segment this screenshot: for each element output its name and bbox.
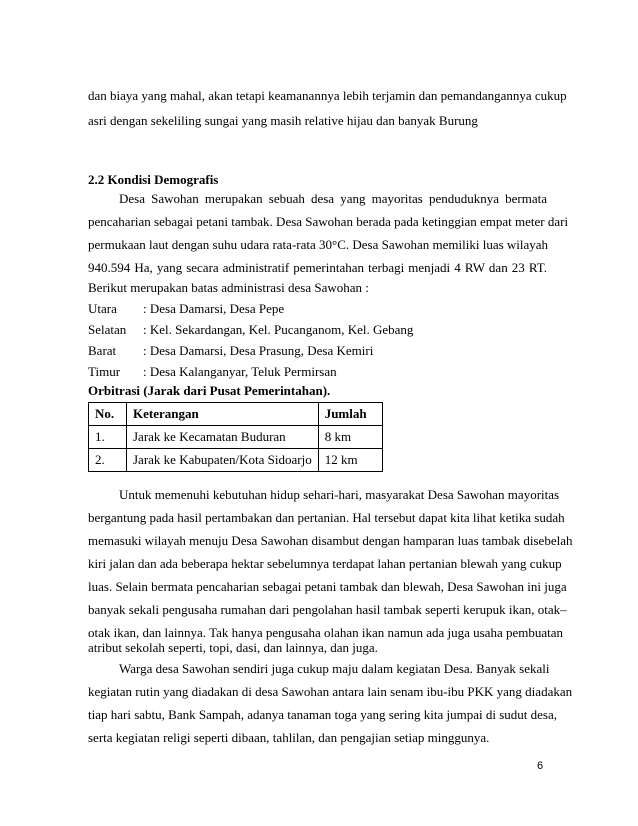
border-direction: Selatan: [88, 322, 127, 337]
section-heading: 2.2 Kondisi Demografis: [88, 172, 219, 187]
border-row: [88, 343, 547, 359]
table-row: [89, 449, 383, 472]
border-value: : Desa Kalanganyar, Teluk Permirsan: [143, 364, 337, 379]
body-text-line: luas. Selain bermata pencaharian sebagai petani tambak dan blewah, Desa Sawohan ini juga: [88, 579, 567, 594]
border-direction: Timur: [88, 364, 121, 379]
body-text-line: kegiatan rutin yang diadakan di desa Sawohan antara lain senam ibu-ibu PKK yang diadakan: [88, 684, 573, 699]
body-text-line: banyak sekali pengusaha rumahan dari pengolahan hasil tambak seperti kerupuk ikan, otak–: [88, 602, 567, 617]
table-cell: 1.: [89, 426, 127, 449]
body-text-line: asri dengan sekeliling sungai yang masih relative hijau dan banyak Burung: [88, 113, 478, 128]
border-direction: Barat: [88, 343, 117, 358]
border-value: : Desa Damarsi, Desa Pepe: [143, 301, 285, 316]
body-text-line: pencaharian sebagai petani tambak. Desa Sawohan berada pada ketinggian empat meter dari: [88, 214, 569, 229]
body-text-line: Warga desa Sawohan sendiri juga cukup maju dalam kegiatan Desa. Banyak sekali: [119, 661, 550, 676]
distance-table: [88, 402, 383, 472]
table-header-cell: Jumlah: [318, 403, 382, 426]
body-text-line: memasuki wilayah menuju Desa Sawohan disambut dengan hamparan luas tambak disebelah: [88, 533, 573, 548]
body-text-line: bergantung pada hasil pertambakan dan pertanian. Hal tersebut dapat kita lihat ketika sudah: [88, 510, 565, 525]
border-value: : Kel. Sekardangan, Kel. Pucanganom, Kel. Gebang: [143, 322, 414, 337]
body-text-line: Desa Sawohan merupakan sebuah desa yang mayoritas penduduknya bermata: [119, 191, 547, 206]
body-text-line: kiri jalan dan ada beberapa hektar sebelumnya terdapat lahan pertanian blewah yang cukup: [88, 556, 562, 571]
border-row: [88, 364, 547, 380]
orbitrasi-heading: Orbitrasi (Jarak dari Pusat Pemerintahan).: [88, 383, 331, 398]
border-row: [88, 301, 547, 317]
table-cell: 12 km: [318, 449, 382, 472]
body-text-line: serta kegiatan religi seperti dibaan, tahlilan, dan pengajian setiap minggunya.: [88, 730, 490, 745]
table-cell: Jarak ke Kabupaten/Kota Sidoarjo: [127, 449, 319, 472]
body-text-line: Berikut merupakan batas administrasi desa Sawohan :: [88, 280, 369, 295]
body-text-line: otak ikan, dan lainnya. Tak hanya pengusaha olahan ikan namun ada juga usaha pembuatan: [88, 625, 563, 640]
table-cell: 2.: [89, 449, 127, 472]
table-header-cell: No.: [89, 403, 127, 426]
border-row: [88, 322, 547, 338]
border-direction: Utara: [88, 301, 117, 316]
body-text-line: tiap hari sabtu, Bank Sampah, adanya tanaman toga yang sering kita jumpai di sudut desa,: [88, 707, 557, 722]
body-text-line: dan biaya yang mahal, akan tetapi keamanannya lebih terjamin dan pemandangannya cukup: [88, 88, 567, 103]
body-text-line: permukaan laut dengan suhu udara rata-rata 30°C. Desa Sawohan memiliki luas wilayah: [88, 237, 549, 252]
table-row: [89, 426, 383, 449]
table-header-cell: Keterangan: [127, 403, 319, 426]
table-cell: Jarak ke Kecamatan Buduran: [127, 426, 319, 449]
table-header-row: [89, 403, 383, 426]
page-number: 6: [537, 760, 544, 772]
border-value: : Desa Damarsi, Desa Prasung, Desa Kemiri: [143, 343, 374, 358]
body-text-line: Untuk memenuhi kebutuhan hidup sehari-hari, masyarakat Desa Sawohan mayoritas: [119, 487, 560, 502]
table-cell: 8 km: [318, 426, 382, 449]
body-text-line: atribut sekolah seperti, topi, dasi, dan lainnya, dan juga.: [88, 640, 378, 655]
body-text-line: 940.594 Ha, yang secara administratif pemerintahan terbagi menjadi 4 RW dan 23 RT.: [88, 260, 547, 275]
